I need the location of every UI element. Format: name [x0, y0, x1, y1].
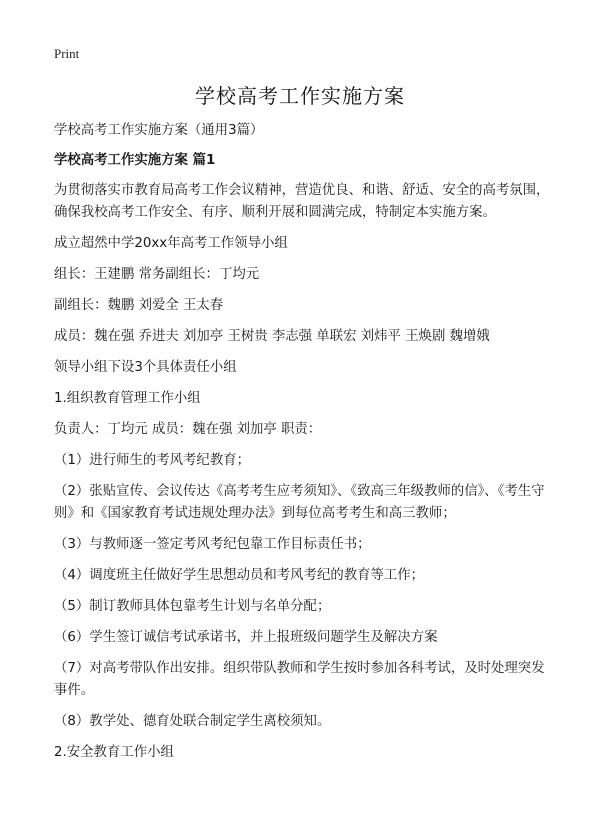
duty-item: （5）制订教师具体包靠考生计划与名单分配；: [54, 599, 331, 614]
intro-paragraph: 为贯彻落实市教育局高考工作会议精神，营造优良、和谐、舒适、安全的高考氛围，确保我校高考工作安全、有序、顺利开展和圆满完成，特制定本实施方案。: [54, 183, 550, 220]
duty-item: （4）调度班主任做好学生思想动员和考风考纪的教育等工作；: [54, 568, 425, 583]
document-subtitle: 学校高考工作实施方案（通用3篇）: [54, 123, 264, 138]
section-heading: 学校高考工作实施方案 篇1: [54, 153, 216, 168]
deputy-leader-paragraph: 副组长：魏鹏 刘爱全 王太春: [54, 298, 224, 313]
leadership-group-paragraph: 成立超然中学20xx年高考工作领导小组: [54, 236, 288, 251]
subgroups-paragraph: 领导小组下设3个具体责任小组: [54, 360, 237, 375]
document-body: [54, 120, 554, 773]
group-1-responsible: 负责人：丁均元 成员：魏在强 刘加亭 职责：: [54, 422, 322, 437]
duty-item: （6）学生签订诚信考试承诺书，并上报班级问题学生及解决方案: [54, 630, 438, 645]
duty-item: （3）与教师逐一签定考风考纪包靠工作目标责任书；: [54, 537, 371, 552]
duty-item: （7）对高考带队作出安排。组织带队教师和学生按时参加各科考试，及时处理突发事件。: [54, 661, 545, 698]
group-1-heading: 1.组织教育管理工作小组: [54, 391, 201, 406]
leader-paragraph: 组长：王建鹏 常务副组长：丁均元: [54, 267, 260, 282]
duty-item: （8）教学处、德育处联合制定学生离校须知。: [54, 714, 331, 729]
duty-item: （1）进行师生的考风考纪教育；: [54, 453, 250, 468]
members-paragraph: 成员：魏在强 乔进夫 刘加亭 王树贵 李志强 单联宏 刘炜平 王焕剧 魏增娥: [54, 329, 490, 344]
document-title: 学校高考工作实施方案: [195, 84, 405, 108]
group-2-heading: 2.安全教育工作小组: [54, 745, 174, 760]
duty-item: （2）张贴宣传、会议传达《高考考生应考须知》、《致高三年级教师的信》、《考生守则》和《国家教育考试违规处理办法》到每位高考考生和高三教师；: [54, 484, 545, 521]
print-label: Print: [54, 46, 80, 61]
